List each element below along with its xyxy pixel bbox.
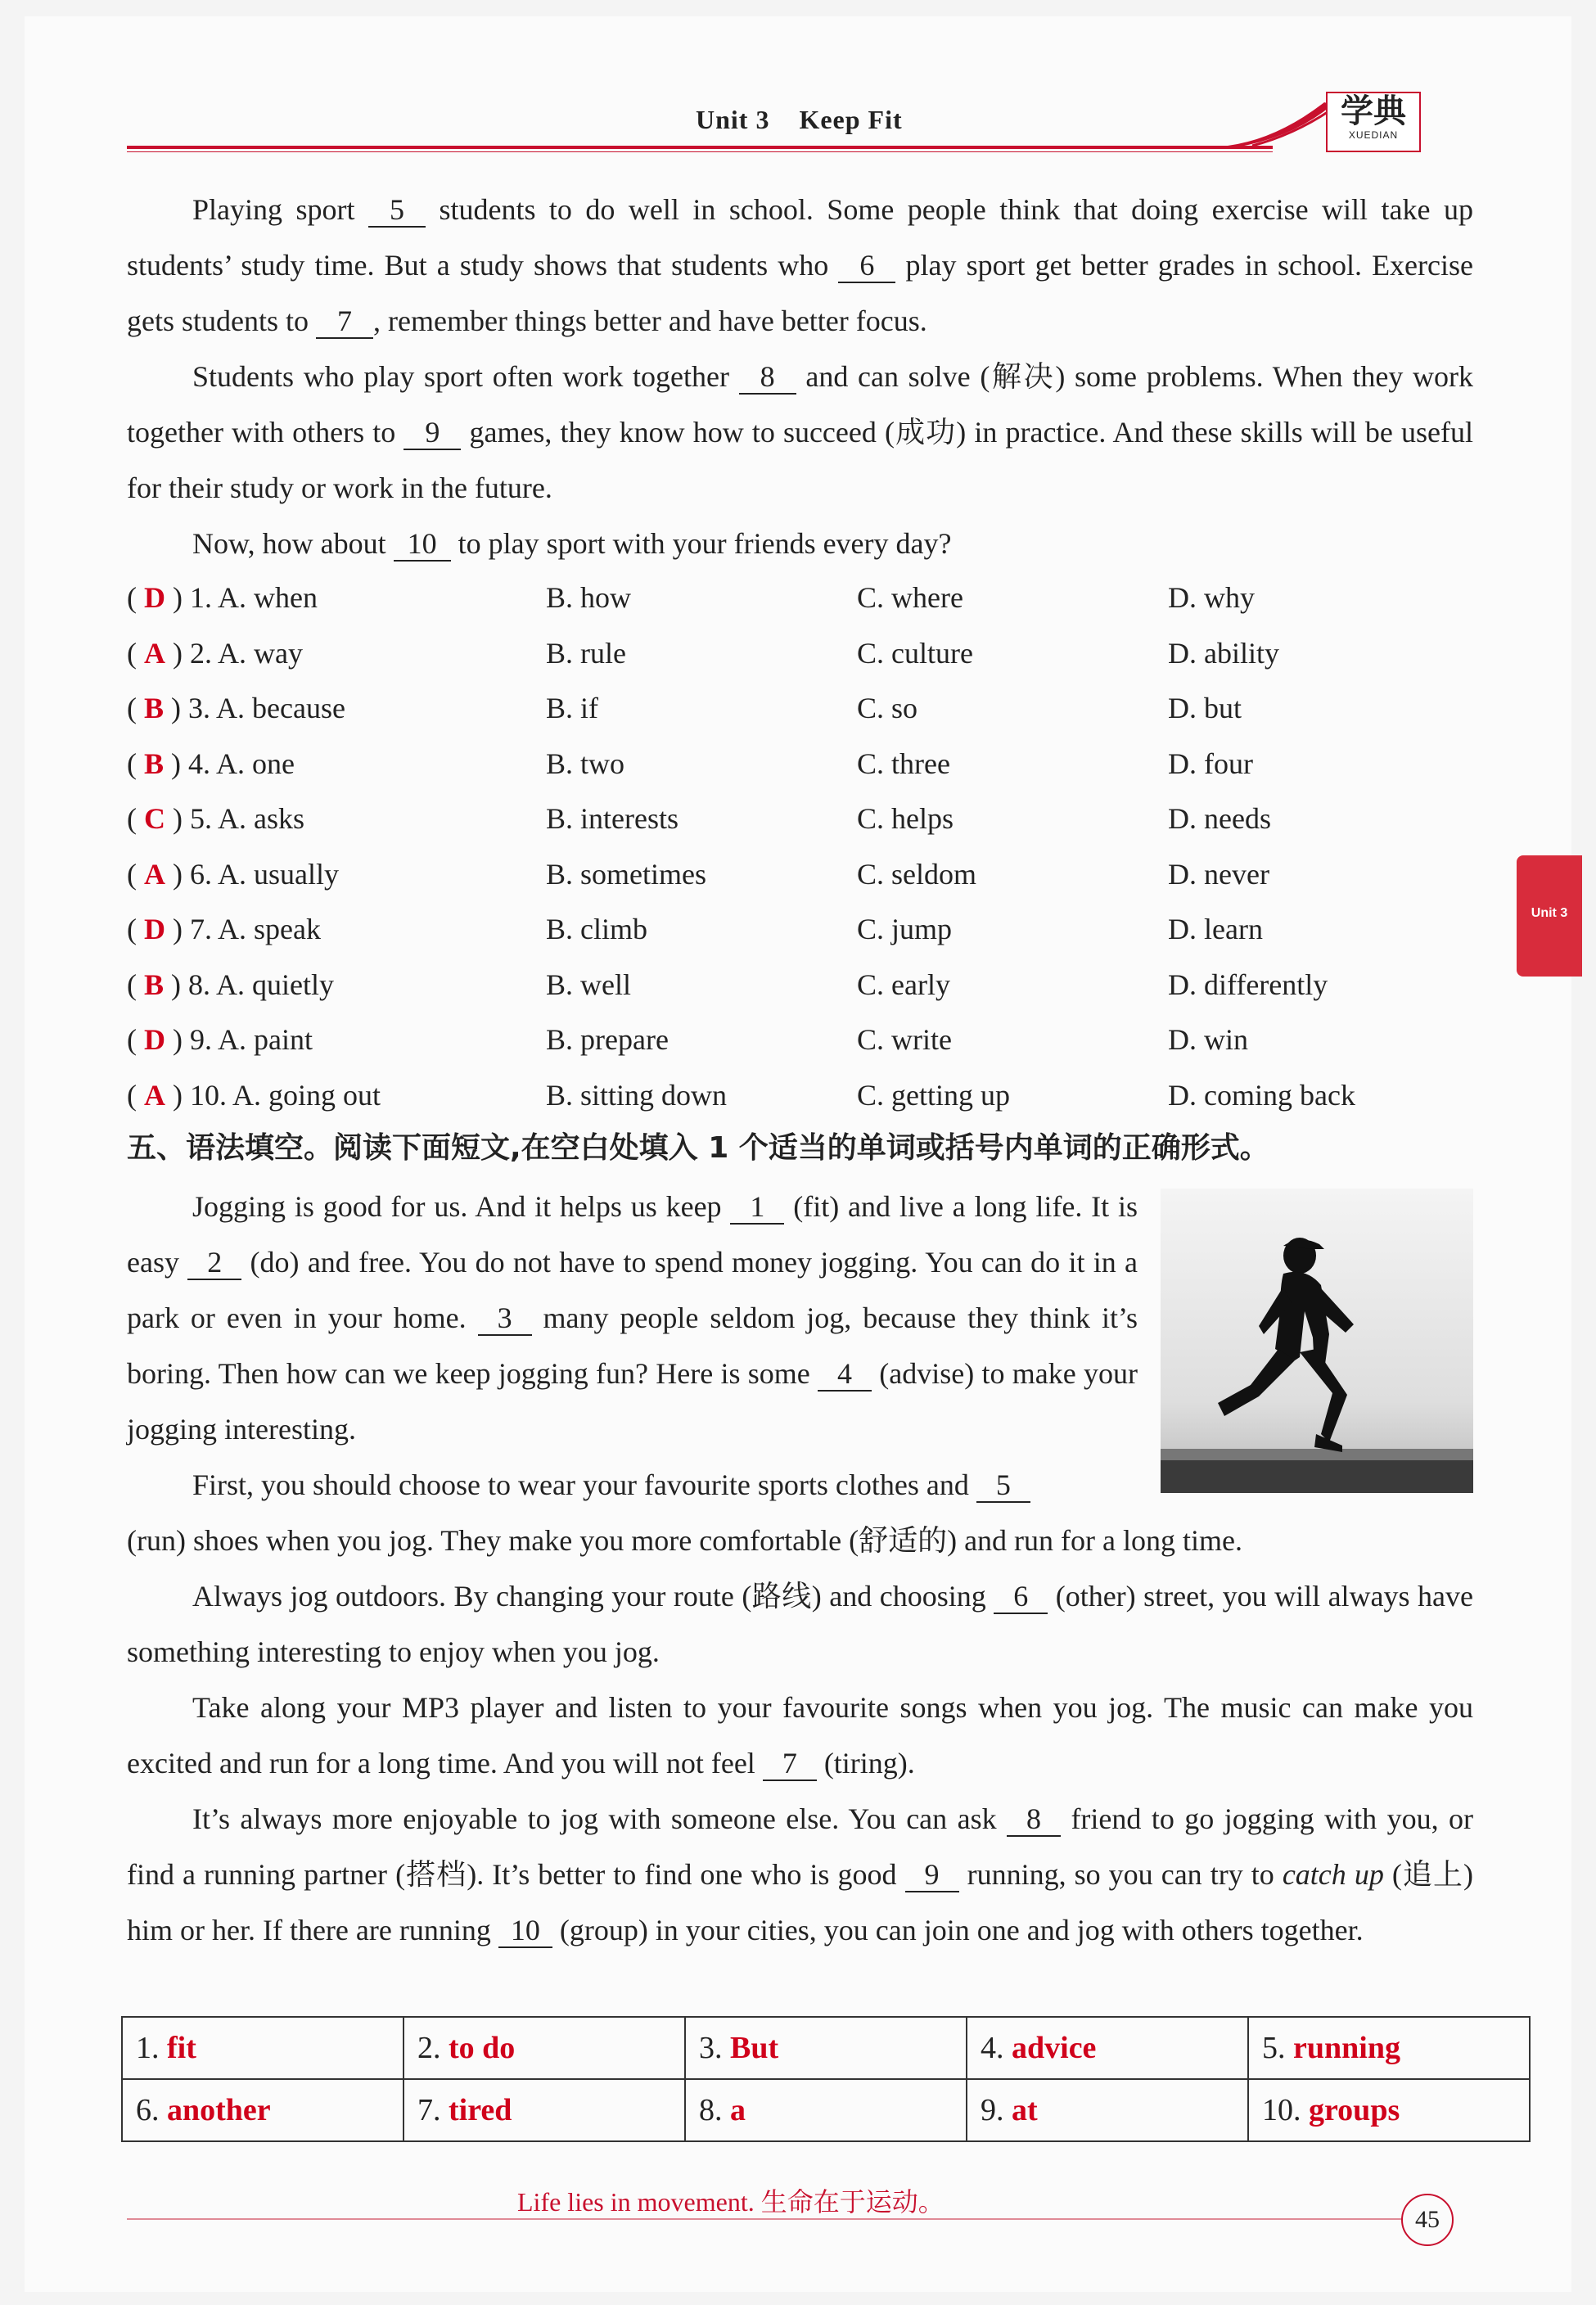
option-b: B. rule: [546, 636, 626, 670]
option-a: A. speak: [218, 913, 321, 945]
option-d: D. ability: [1168, 636, 1279, 670]
text-run: (do) and free. You do not have to spend money jogging. You can do it in a park or even in your home.: [127, 1246, 1138, 1334]
option-answer-and-a: ( D ) 1. A. when: [127, 581, 318, 614]
blank: 8: [739, 360, 796, 395]
option-answer-and-a: ( A ) 10. A. going out: [127, 1078, 381, 1112]
option-answer-and-a: ( C ) 5. A. asks: [127, 802, 305, 835]
table-cell: [404, 2017, 685, 2079]
option-answer-and-a: ( A ) 6. A. usually: [127, 857, 340, 891]
passage2-paragraph-3: [127, 1568, 1473, 1680]
blank: 7: [316, 304, 373, 339]
answer-letter: B: [144, 692, 165, 724]
unit-side-tab: [1517, 855, 1582, 977]
item-number: 8.: [699, 2093, 723, 2127]
header-rule: [127, 146, 1273, 149]
option-c: C. helps: [857, 802, 954, 835]
option-c: C. three: [857, 747, 950, 780]
option-c: C. write: [857, 1023, 952, 1056]
item-number: 2.: [417, 2031, 441, 2065]
option-a: A. way: [218, 636, 303, 670]
table-cell: [685, 2079, 967, 2141]
header-wing-icon: [1228, 98, 1334, 147]
table-cell: [122, 2017, 404, 2079]
option-b: B. sometimes: [546, 857, 706, 891]
option-answer-and-a: ( A ) 2. A. way: [127, 636, 303, 670]
text-run: friend to go jogging with you, or find a running partner (搭档). It’s better to find one who is good: [127, 1802, 1473, 1891]
blank: 9: [404, 416, 461, 450]
blank: 5: [368, 193, 426, 228]
text-run-italic: catch up: [1282, 1858, 1384, 1891]
option-b: B. prepare: [546, 1023, 669, 1056]
option-b: B. two: [546, 747, 625, 780]
text-run: First, you should choose to wear your favourite sports clothes and: [192, 1468, 976, 1501]
blank: 4: [818, 1357, 872, 1392]
logo-text: 学典: [1341, 92, 1406, 129]
text-run: many people seldom jog, because they think it’s boring. Then how can we keep jogging fun? Here is some: [127, 1301, 1138, 1390]
option-a: A. when: [218, 581, 318, 614]
passage1-paragraph-2: [127, 349, 1473, 516]
option-answer-and-a: ( D ) 9. A. paint: [127, 1023, 313, 1056]
blank: 5: [976, 1468, 1030, 1503]
option-a: A. quietly: [216, 968, 335, 1001]
option-a: A. asks: [218, 802, 305, 835]
table-row: [122, 2079, 1530, 2141]
answer-text: But: [730, 2031, 779, 2065]
option-c: C. seldom: [857, 857, 977, 891]
blank: 9: [905, 1858, 959, 1892]
option-row: [127, 1012, 1502, 1067]
passage2-paragraph-4: [127, 1680, 1473, 1791]
option-row: [127, 736, 1502, 792]
answer-letter: D: [144, 1023, 165, 1056]
answer-letter: A: [144, 857, 165, 891]
option-b: B. climb: [546, 913, 647, 945]
option-row: [127, 791, 1502, 846]
option-c: C. early: [857, 968, 950, 1001]
header-title: Unit 3 Keep Fit: [696, 105, 903, 134]
answer-letter: A: [144, 636, 165, 670]
text-run: play sport get better grades in school. Exercise gets students to: [127, 249, 1473, 337]
publisher-logo: [1326, 92, 1421, 152]
answer-text: fit: [167, 2031, 196, 2065]
blank: 6: [838, 249, 895, 283]
item-number: 5.: [1262, 2031, 1286, 2065]
text-run: (other) street, you will always have something interesting to enjoy when you jog.: [127, 1580, 1473, 1668]
blank: 10: [498, 1914, 552, 1948]
option-b: B. if: [546, 692, 599, 724]
logo-subtext: XUEDIAN: [1348, 129, 1399, 141]
text-run: Jogging is good for us. And it helps us keep: [192, 1190, 731, 1223]
text-run: students to do well in school. Some people think that doing exercise will take up students’ study time. But a study shows that students who: [127, 193, 1473, 282]
side-tab-label: Unit 3: [1531, 906, 1568, 920]
answer-text: to do: [449, 2031, 516, 2065]
item-number: 3.: [699, 2031, 723, 2065]
option-a: A. one: [216, 747, 295, 780]
option-c: C. getting up: [857, 1078, 1010, 1112]
table-cell: [404, 2079, 685, 2141]
option-d: D. needs: [1168, 802, 1271, 835]
item-number: 4.: [981, 2031, 1004, 2065]
option-row: [127, 846, 1502, 902]
runner-silhouette-icon: [1161, 1189, 1473, 1493]
text-run: and can solve (解决) some problems. When they work together with others to: [127, 360, 1473, 449]
question-number: 5.: [190, 802, 212, 835]
passage1-paragraph-3: [127, 516, 1473, 571]
option-c: C. where: [857, 581, 963, 614]
option-d: D. never: [1168, 857, 1269, 891]
option-d: D. differently: [1168, 968, 1328, 1001]
item-number: 10.: [1262, 2093, 1301, 2127]
text-run: (fit) and live a long life. It is easy: [127, 1190, 1138, 1279]
option-b: B. how: [546, 581, 632, 614]
table-cell: [967, 2017, 1248, 2079]
answer-text: another: [167, 2093, 271, 2127]
passage1-paragraph-1: [127, 182, 1473, 349]
item-number: 7.: [417, 2093, 441, 2127]
text-run: (group) in your cities, you can join one and jog with others together.: [552, 1914, 1364, 1946]
table-cell: [1248, 2017, 1530, 2079]
answer-text: tired: [449, 2093, 512, 2127]
option-d: D. coming back: [1168, 1078, 1355, 1112]
question-number: 9.: [190, 1023, 212, 1056]
answer-letter: B: [144, 747, 165, 780]
option-row: [127, 957, 1502, 1013]
option-row: [127, 625, 1502, 681]
table-row: [122, 2017, 1530, 2079]
blank: 3: [478, 1301, 532, 1336]
text-run: games, they know how to succeed (成功) in practice. And these skills will be useful for their study or work in the future.: [127, 416, 1473, 504]
option-d: D. learn: [1168, 913, 1263, 945]
option-b: B. well: [546, 968, 631, 1001]
text-run: It’s always more enjoyable to jog with someone else. You can ask: [192, 1802, 1008, 1835]
text-run: running, so you can try to: [958, 1858, 1283, 1891]
blank: 7: [763, 1747, 817, 1781]
option-row: [127, 901, 1502, 957]
answer-text: running: [1293, 2031, 1400, 2065]
option-b: B. sitting down: [546, 1078, 728, 1112]
answer-letter: D: [144, 581, 165, 614]
answer-letter: B: [144, 968, 165, 1001]
blank: 6: [994, 1580, 1048, 1614]
table-cell: [967, 2079, 1248, 2141]
text-run: , remember things better and have better focus.: [373, 304, 927, 337]
passage2-paragraph-2-line2: [127, 1513, 1473, 1568]
option-a: A. paint: [218, 1023, 313, 1056]
option-answer-and-a: ( B ) 8. A. quietly: [127, 968, 335, 1001]
question-number: 1.: [190, 581, 212, 614]
answer-text: groups: [1309, 2093, 1400, 2127]
answer-text: advice: [1012, 2031, 1097, 2065]
option-d: D. win: [1168, 1023, 1248, 1056]
option-d: D. four: [1168, 747, 1253, 780]
text-run: Now, how about: [192, 527, 394, 560]
option-c: C. jump: [857, 913, 953, 945]
section-title: 五、语法填空。阅读下面短文,在空白处填入 1 个适当的单词或括号内单词的正确形式。: [127, 1131, 1269, 1165]
question-number: 3.: [188, 692, 211, 724]
passage2-paragraph-1: [127, 1179, 1138, 1457]
text-run: (run) shoes when you jog. They make you more comfortable (舒适的) and run for a long time.: [127, 1524, 1242, 1557]
text-run: Playing sport: [192, 193, 368, 226]
answer-letter: A: [144, 1078, 165, 1112]
option-row: [127, 1067, 1502, 1123]
answer-letter: D: [144, 913, 165, 945]
item-number: 1.: [136, 2031, 160, 2065]
answer-text: a: [730, 2093, 746, 2127]
option-a: A. going out: [232, 1078, 381, 1112]
option-d: D. but: [1168, 692, 1242, 724]
option-answer-and-a: ( B ) 3. A. because: [127, 692, 345, 724]
question-number: 7.: [190, 913, 212, 945]
text-run: to play sport with your friends every day?: [450, 527, 952, 560]
page-number: 45: [1401, 2194, 1454, 2246]
footer-motto: Life lies in movement. 生命在于运动。: [517, 2187, 945, 2217]
answer-text: at: [1012, 2093, 1038, 2127]
blank: 1: [730, 1190, 784, 1225]
passage2-paragraph-5: [127, 1791, 1473, 1958]
runner-image: [1161, 1189, 1473, 1493]
answer-table: [121, 2016, 1531, 2142]
blank: 8: [1007, 1802, 1061, 1837]
option-c: C. so: [857, 692, 918, 724]
table-cell: [685, 2017, 967, 2079]
header-rule-thin: [127, 151, 1273, 152]
option-d: D. why: [1168, 581, 1255, 614]
passage2-paragraph-2-line1: [127, 1457, 1138, 1513]
text-run: (tiring).: [816, 1747, 915, 1779]
blank: 10: [394, 527, 451, 562]
item-number: 6.: [136, 2093, 160, 2127]
question-number: 4.: [188, 747, 211, 780]
table-cell: [122, 2079, 404, 2141]
question-number: 2.: [190, 636, 212, 670]
text-run: Always jog outdoors. By changing your route (路线) and choosing: [192, 1580, 994, 1613]
text-run: Students who play sport often work together: [192, 360, 739, 393]
option-a: A. usually: [218, 857, 340, 891]
option-row: [127, 680, 1502, 736]
answer-letter: C: [144, 802, 165, 835]
option-c: C. culture: [857, 636, 973, 670]
question-number: 8.: [188, 968, 211, 1001]
option-a: A. because: [216, 692, 345, 724]
text-run: Take along your MP3 player and listen to your favourite songs when you jog. The music can make you excited and run for a long time. And you will not feel: [127, 1691, 1473, 1779]
text-run: (追上) him or her. If there are running: [127, 1858, 1474, 1946]
question-number: 10.: [190, 1078, 227, 1112]
item-number: 9.: [981, 2093, 1004, 2127]
option-answer-and-a: ( B ) 4. A. one: [127, 747, 295, 780]
question-number: 6.: [190, 857, 212, 891]
option-answer-and-a: ( D ) 7. A. speak: [127, 913, 321, 945]
table-cell: [1248, 2079, 1530, 2141]
blank: 2: [187, 1246, 241, 1280]
option-b: B. interests: [546, 802, 679, 835]
option-row: [127, 570, 1502, 625]
text-run: (advise) to make your jogging interesting.: [127, 1357, 1138, 1446]
